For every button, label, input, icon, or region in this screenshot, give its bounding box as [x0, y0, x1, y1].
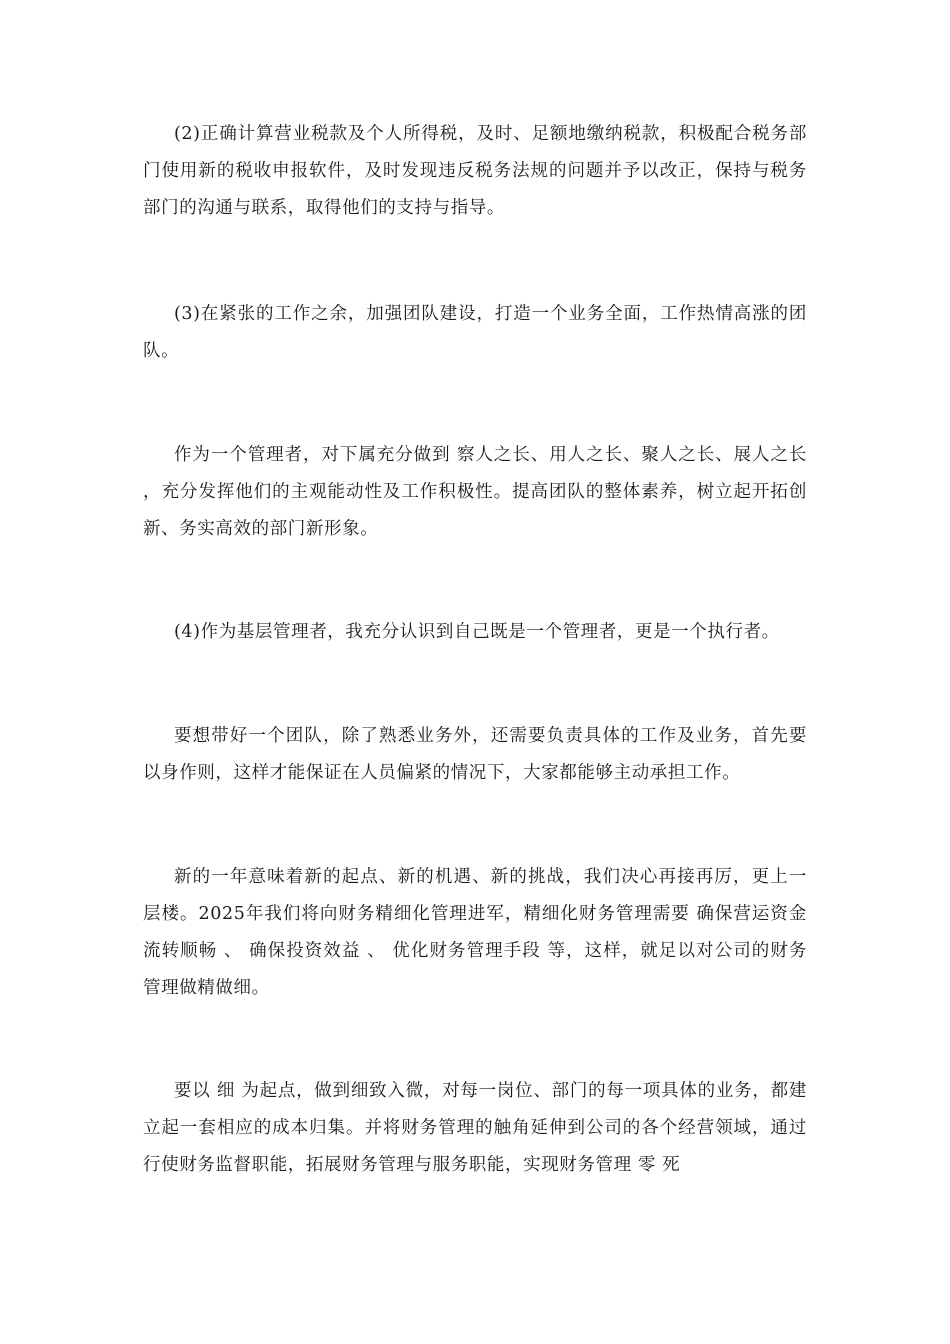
paragraph-team-building: (3)在紧张的工作之余，加强团队建设，打造一个业务全面，工作热情高涨的团队。	[143, 304, 807, 361]
paragraph-lead-by-example: 要想带好一个团队，除了熟悉业务外，还需要负责具体的工作及业务，首先要以身作则，这样才能保证在人员偏紧的情况下，大家都能够主动承担工作。	[143, 726, 807, 783]
paragraph-manager-role: 作为一个管理者，对下属充分做到 察人之长、用人之长、聚人之长、展人之长 ，充分发挥他们的主观能动性及工作积极性。提高团队的整体素养，树立起开拓创新、务实高效的部门新形象。	[143, 445, 807, 539]
paragraph-detail-management: 要以 细 为起点，做到细致入微，对每一岗位、部门的每一项具体的业务，都建立起一套相应的成本归集。并将财务管理的触角延伸到公司的各个经营领域，通过行使财务监督职能，拓展财务管理与服务职能，实现财务管理 零 死	[143, 1081, 807, 1175]
paragraph-tax-payment: (2)正确计算营业税款及个人所得税，及时、足额地缴纳税款，积极配合税务部门使用新的税收申报软件，及时发现违反税务法规的问题并予以改正，保持与税务部门的沟通与联系，取得他们的支持与指导。	[143, 124, 807, 218]
paragraph-grassroots-manager: (4)作为基层管理者，我充分认识到自己既是一个管理者，更是一个执行者。	[174, 622, 780, 642]
paragraph-new-year-goals: 新的一年意味着新的起点、新的机遇、新的挑战，我们决心再接再厉，更上一层楼。2025年我们将向财务精细化管理进军，精细化财务管理需要 确保营运资金流转顺畅 、 确保投资效益 、 优化财务管理手段 等，这样，就足以对公司的财务管理做精做细。	[143, 867, 807, 998]
